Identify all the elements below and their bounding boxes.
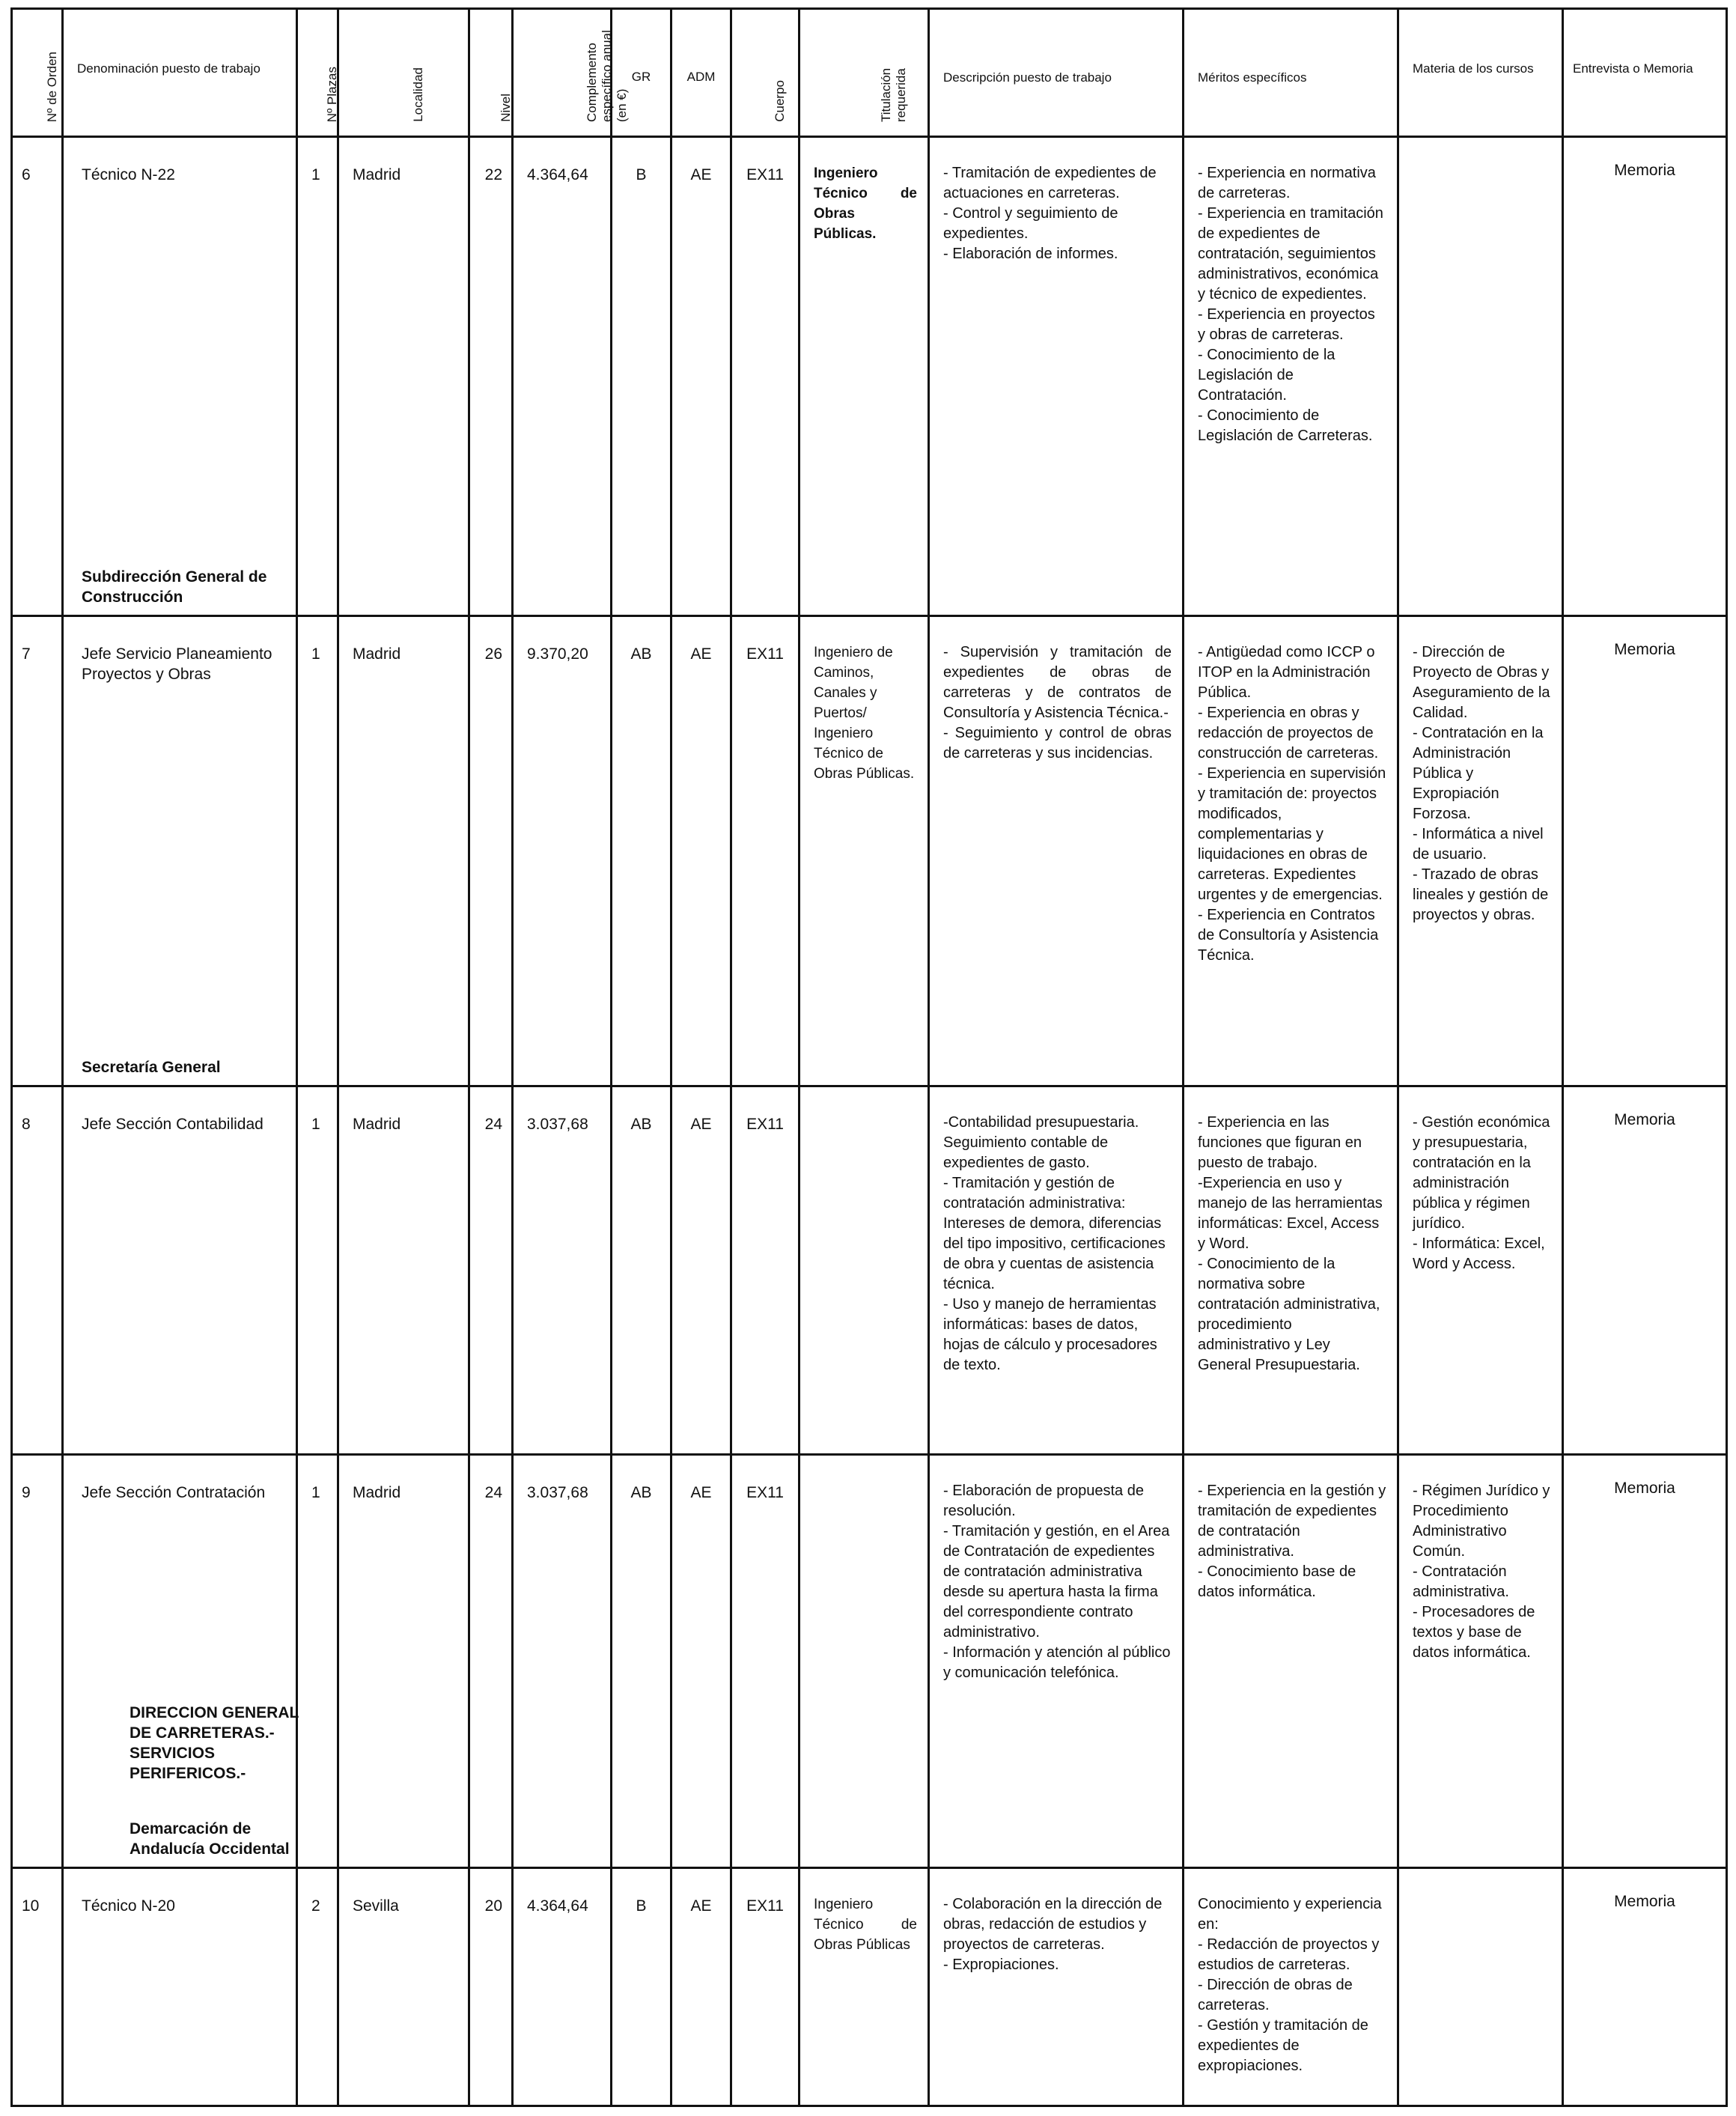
header-titulacion: Titulación requerida: [800, 9, 929, 137]
cell-localidad: Madrid: [338, 1086, 469, 1455]
cell-meritos: - Experiencia en las funciones que figuran en puesto de trabajo. -Experiencia en uso y manejo de las herramientas informáticas: Excel, Access y Word. - Conocimiento de la normativa sobre contratación administrativa, procedimiento administrativo y Ley General Presupuestaria.: [1184, 1086, 1398, 1455]
cell-nivel: 26: [469, 616, 513, 1086]
cell-gr: AB: [612, 616, 671, 1086]
cell-plazas: 1: [297, 1455, 338, 1868]
table-row: [12, 137, 1727, 616]
cell-adm: AE: [671, 1868, 731, 2106]
cell-complemento: 4.364,64: [513, 1868, 612, 2106]
cell-meritos: - Antigüedad como ICCP o ITOP en la Administración Pública. - Experiencia en obras y redacción de proyectos de construcción de carreteras. - Experiencia en supervisión y tramitación de: proyectos modificados, complementarias y liquidaciones en obras de carreteras. Expedientes urgentes y de emergencias. - Experiencia en Contratos de Consultoría y Asistencia Técnica.: [1184, 616, 1398, 1086]
header-complemento: Complemento específico anual (en €): [513, 9, 612, 137]
cell-cuerpo: EX11: [731, 1868, 800, 2106]
header-meritos: Méritos específicos: [1184, 9, 1398, 137]
cell-meritos: - Experiencia en normativa de carreteras. - Experiencia en tramitación de expedientes de contratación, seguimientos administrativos, económica y técnico de expedientes. - Experiencia en proyectos y obras de carreteras. - Conocimiento de la Legislación de Contratación. - Conocimiento de Legislación de Carreteras.: [1184, 137, 1398, 616]
cell-nivel: 24: [469, 1086, 513, 1455]
cell-entrevista: Memoria: [1563, 616, 1727, 1086]
header-denominacion: Denominación puesto de trabajo: [63, 9, 297, 137]
cell-titulacion: Ingeniero de Caminos, Canales y Puertos/ Ingeniero Técnico de Obras Públicas.: [800, 616, 929, 1086]
cell-descripcion: - Elaboración de propuesta de resolución. - Tramitación y gestión, en el Area de Contratación de expedientes de contratación administrativa desde su apertura hasta la firma del correspondiente contrato administrativo. - Información y atención al público y comunicación telefónica.: [929, 1455, 1184, 1868]
cell-complemento: 4.364,64: [513, 137, 612, 616]
header-plazas: Nº Plazas: [297, 9, 338, 137]
cell-localidad: Madrid: [338, 137, 469, 616]
table-row: [12, 1455, 1727, 1868]
cell-complemento: 3.037,68: [513, 1455, 612, 1868]
cell-titulacion: [800, 1455, 929, 1868]
header-localidad: Localidad: [338, 9, 469, 137]
job-positions-table: [10, 7, 1728, 2107]
header-materia: Materia de los cursos: [1398, 9, 1563, 137]
cell-orden: 10: [12, 1868, 63, 2106]
cell-localidad: Madrid: [338, 616, 469, 1086]
header-orden: Nº de Orden: [12, 9, 63, 137]
cell-adm: AE: [671, 616, 731, 1086]
cell-denominacion: Técnico N-22 Subdirección General de Construcción: [63, 137, 297, 616]
cell-titulacion: [800, 1086, 929, 1455]
cell-plazas: 1: [297, 616, 338, 1086]
cell-meritos: Conocimiento y experiencia en: - Redacción de proyectos y estudios de carreteras. - Dirección de obras de carreteras. - Gestión y tramitación de expedientes de expropiaciones.: [1184, 1868, 1398, 2106]
cell-denominacion: Jefe Sección Contabilidad: [63, 1086, 297, 1455]
cell-denominacion: Técnico N-20: [63, 1868, 297, 2106]
cell-adm: AE: [671, 1086, 731, 1455]
cell-denominacion: Jefe Sección Contratación DIRECCION GENERAL DE CARRETERAS.- SERVICIOS PERIFERICOS.- Demarcación de Andalucía Occidental: [63, 1455, 297, 1868]
table-row: [12, 616, 1727, 1086]
cell-localidad: Madrid: [338, 1455, 469, 1868]
cell-nivel: 20: [469, 1868, 513, 2106]
cell-orden: 9: [12, 1455, 63, 1868]
cell-meritos: - Experiencia en la gestión y tramitación de expedientes de contratación administrativa. - Conocimiento base de datos informática.: [1184, 1455, 1398, 1868]
header-entrevista: Entrevista o Memoria: [1563, 9, 1727, 137]
cell-descripcion: -Contabilidad presupuestaria. Seguimiento contable de expedientes de gasto. - Tramitación y gestión de contratación administrativa: Intereses de demora, diferencias del tipo impositivo, certificaciones de obra y cuentas de asistencia técnica. - Uso y manejo de herramientas informáticas: bases de datos, hojas de cálculo y procesadores de texto.: [929, 1086, 1184, 1455]
cell-entrevista: Memoria: [1563, 137, 1727, 616]
cell-complemento: 9.370,20: [513, 616, 612, 1086]
header-nivel: Nivel: [469, 9, 513, 137]
header-gr: GR: [612, 9, 671, 137]
cell-descripcion: - Tramitación de expedientes de actuaciones en carreteras. - Control y seguimiento de expedientes. - Elaboración de informes.: [929, 137, 1184, 616]
cell-descripcion: - Colaboración en la dirección de obras, redacción de estudios y proyectos de carreteras. - Expropiaciones.: [929, 1868, 1184, 2106]
table-row: [12, 1086, 1727, 1455]
cell-cuerpo: EX11: [731, 137, 800, 616]
section-title: Subdirección General de Construcción: [82, 568, 267, 606]
table-row: [12, 1868, 1727, 2106]
cell-materia: - Gestión económica y presupuestaria, contratación en la administración pública y régimen jurídico. - Informática: Excel, Word y Access.: [1398, 1086, 1563, 1455]
cell-orden: 7: [12, 616, 63, 1086]
header-descripcion: Descripción puesto de trabajo: [929, 9, 1184, 137]
cell-nivel: 22: [469, 137, 513, 616]
header-cuerpo: Cuerpo: [731, 9, 800, 137]
cell-materia: [1398, 1868, 1563, 2106]
cell-denominacion: Jefe Servicio Planeamiento Proyectos y Obras Secretaría General: [63, 616, 297, 1086]
cell-gr: B: [612, 137, 671, 616]
cell-materia: - Régimen Jurídico y Procedimiento Administrativo Común. - Contratación administrativa. - Procesadores de textos y base de datos informática.: [1398, 1455, 1563, 1868]
cell-orden: 8: [12, 1086, 63, 1455]
cell-adm: AE: [671, 137, 731, 616]
cell-plazas: 1: [297, 1086, 338, 1455]
cell-gr: AB: [612, 1455, 671, 1868]
cell-complemento: 3.037,68: [513, 1086, 612, 1455]
cell-adm: AE: [671, 1455, 731, 1868]
cell-descripcion: - Supervisión y tramitación de expedientes de obras de carreteras y de contratos de Consultoría y Asistencia Técnica.- - Seguimiento y control de obras de carreteras y sus incidencias.: [929, 616, 1184, 1086]
section-title: Secretaría General: [82, 1059, 221, 1076]
section-title: DIRECCION GENERAL DE CARRETERAS.- SERVICIOS PERIFERICOS.-: [130, 1704, 299, 1782]
cell-orden: 6: [12, 137, 63, 616]
cell-plazas: 1: [297, 137, 338, 616]
cell-cuerpo: EX11: [731, 616, 800, 1086]
cell-materia: - Dirección de Proyecto de Obras y Aseguramiento de la Calidad. - Contratación en la Administración Pública y Expropiación Forzosa. - Informática a nivel de usuario. - Trazado de obras lineales y gestión de proyectos y obras.: [1398, 616, 1563, 1086]
cell-gr: AB: [612, 1086, 671, 1455]
cell-titulacion: Ingeniero Técnico de Obras Públicas: [800, 1868, 929, 2106]
header-row: [12, 9, 1727, 137]
job-positions-table-page: [10, 7, 1726, 2109]
cell-plazas: 2: [297, 1868, 338, 2106]
cell-cuerpo: EX11: [731, 1086, 800, 1455]
cell-entrevista: Memoria: [1563, 1455, 1727, 1868]
cell-cuerpo: EX11: [731, 1455, 800, 1868]
cell-entrevista: Memoria: [1563, 1086, 1727, 1455]
cell-materia: [1398, 137, 1563, 616]
cell-entrevista: Memoria: [1563, 1868, 1727, 2106]
cell-nivel: 24: [469, 1455, 513, 1868]
header-adm: ADM: [671, 9, 731, 137]
cell-localidad: Sevilla: [338, 1868, 469, 2106]
section-title: Demarcación de Andalucía Occidental: [130, 1820, 290, 1858]
cell-gr: B: [612, 1868, 671, 2106]
cell-titulacion: Ingeniero Técnico de Obras Públicas.: [800, 137, 929, 616]
